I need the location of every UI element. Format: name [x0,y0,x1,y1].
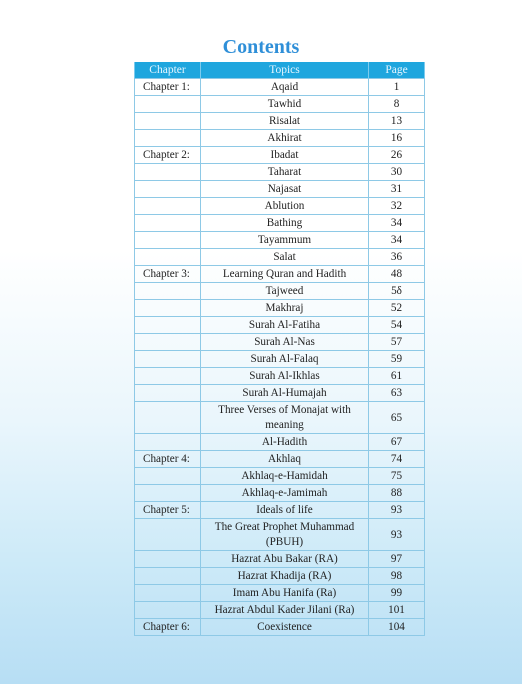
chapter-cell [135,602,201,619]
chapter-cell [135,334,201,351]
table-row [135,232,425,249]
topic-cell: Coexistence [201,619,369,636]
chapter-cell [135,283,201,300]
table-row [135,113,425,130]
table-row [135,568,425,585]
page-number-cell: 101 [369,602,425,619]
topic-cell: Surah Al-Nas [201,334,369,351]
page-number-cell: 88 [369,485,425,502]
table-row [135,249,425,266]
chapter-cell: Chapter 3: [135,266,201,283]
table-row [135,79,425,96]
table-row [135,198,425,215]
page-number-cell: 65 [369,402,425,434]
page-title: Contents [222,36,300,58]
chapter-cell [135,551,201,568]
topic-cell: Akhlaq-e-Jamimah [201,485,369,502]
page-number-cell: 1 [369,79,425,96]
table-row [135,485,425,502]
contents-table [134,62,425,636]
topic-cell: Three Verses of Monajat with meaning [201,402,369,434]
chapter-cell: Chapter 6: [135,619,201,636]
table-row [135,164,425,181]
table-body [135,79,425,636]
chapter-cell [135,402,201,434]
table-row [135,351,425,368]
topic-cell: Salat [201,249,369,266]
chapter-cell [135,113,201,130]
chapter-cell [135,96,201,113]
page-number-cell: 34 [369,215,425,232]
topic-cell: Ideals of life [201,502,369,519]
chapter-cell [135,300,201,317]
table-row [135,334,425,351]
topic-cell: Bathing [201,215,369,232]
table-row [135,602,425,619]
chapter-cell [135,317,201,334]
page-number-cell: 97 [369,551,425,568]
page-number-cell: 93 [369,519,425,551]
table-row [135,266,425,283]
page-number-cell: 93 [369,502,425,519]
table-row [135,434,425,451]
page-number-cell: 26 [369,147,425,164]
topic-cell: Risalat [201,113,369,130]
table-row [135,551,425,568]
header-chapter: Chapter [135,62,201,79]
chapter-cell [135,232,201,249]
page-number-cell: 67 [369,434,425,451]
chapter-cell [135,215,201,232]
table-row [135,502,425,519]
table-row [135,402,425,434]
topic-cell: Surah Al-Falaq [201,351,369,368]
chapter-cell: Chapter 4: [135,451,201,468]
topic-cell: Tajweed [201,283,369,300]
page-number-cell: 36 [369,249,425,266]
chapter-cell [135,351,201,368]
table-row [135,317,425,334]
chapter-cell [135,585,201,602]
topic-cell: Surah Al-Fatiha [201,317,369,334]
page-number-cell: 63 [369,385,425,402]
page-number-cell: 52 [369,300,425,317]
chapter-cell [135,485,201,502]
page-number-cell: 31 [369,181,425,198]
topic-cell: Taharat [201,164,369,181]
topic-cell: Makhraj [201,300,369,317]
chapter-cell [135,519,201,551]
table-row [135,519,425,551]
table-row [135,468,425,485]
topic-cell: Akhirat [201,130,369,147]
page-number-cell: 57 [369,334,425,351]
table-row [135,181,425,198]
page-number-cell: 30 [369,164,425,181]
topic-cell: Akhlaq [201,451,369,468]
table-row [135,619,425,636]
page-number-cell: 32 [369,198,425,215]
chapter-cell [135,434,201,451]
table-header-row [135,62,425,79]
header-topics: Topics [201,62,369,79]
table-row [135,300,425,317]
page-number-cell: 75 [369,468,425,485]
topic-cell: Surah Al-Humajah [201,385,369,402]
table-row [135,96,425,113]
topic-cell: Najasat [201,181,369,198]
topic-cell: Imam Abu Hanifa (Ra) [201,585,369,602]
chapter-cell [135,130,201,147]
table-row [135,283,425,300]
chapter-cell [135,568,201,585]
topic-cell: Tayammum [201,232,369,249]
page-number-cell: 34 [369,232,425,249]
topic-cell: Tawhid [201,96,369,113]
chapter-cell [135,468,201,485]
topic-cell: Hazrat Abdul Kader Jilani (Ra) [201,602,369,619]
topic-cell: Akhlaq-e-Hamidah [201,468,369,485]
topic-cell: Surah Al-Ikhlas [201,368,369,385]
chapter-cell: Chapter 5: [135,502,201,519]
chapter-cell: Chapter 1: [135,79,201,96]
chapter-cell [135,198,201,215]
page-number-cell: 98 [369,568,425,585]
topic-cell: Ibadat [201,147,369,164]
chapter-cell [135,164,201,181]
table-row [135,368,425,385]
topic-cell: Aqaid [201,79,369,96]
page-number-cell: 5δ [369,283,425,300]
topic-cell: Learning Quran and Hadith [201,266,369,283]
topic-cell: Hazrat Khadija (RA) [201,568,369,585]
table-row [135,385,425,402]
topic-cell: Hazrat Abu Bakar (RA) [201,551,369,568]
topic-cell: Ablution [201,198,369,215]
page-number-cell: 8 [369,96,425,113]
chapter-cell [135,368,201,385]
page-number-cell: 48 [369,266,425,283]
table-row [135,130,425,147]
chapter-cell [135,181,201,198]
chapter-cell: Chapter 2: [135,147,201,164]
page-number-cell: 54 [369,317,425,334]
page-number-cell: 104 [369,619,425,636]
page-number-cell: 99 [369,585,425,602]
page-number-cell: 13 [369,113,425,130]
page-number-cell: 16 [369,130,425,147]
header-page: Page [369,62,425,79]
table-row [135,585,425,602]
page-number-cell: 59 [369,351,425,368]
page-number-cell: 74 [369,451,425,468]
page-number-cell: 61 [369,368,425,385]
table-row [135,451,425,468]
topic-cell: Al-Hadith [201,434,369,451]
topic-cell: The Great Prophet Muhammad (PBUH) [201,519,369,551]
chapter-cell [135,249,201,266]
table-row [135,215,425,232]
table-row [135,147,425,164]
chapter-cell [135,385,201,402]
